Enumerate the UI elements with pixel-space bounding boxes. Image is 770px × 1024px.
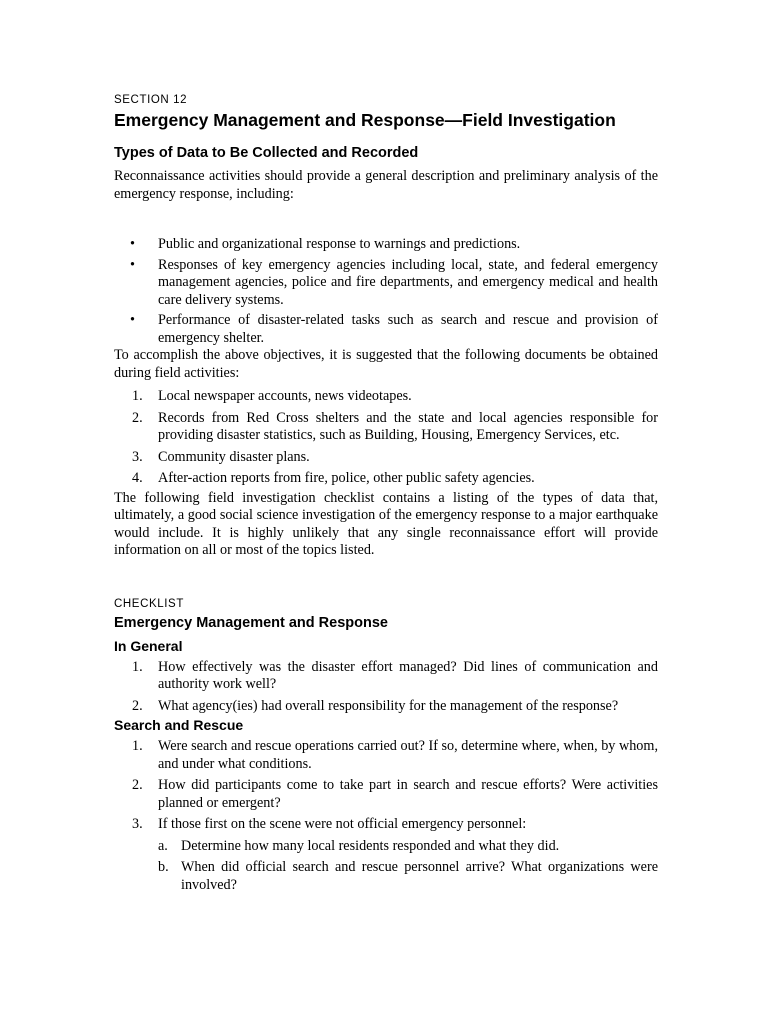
bullet-icon: • (130, 256, 135, 273)
list-item: 1. Local newspaper accounts, news videotapes. (132, 388, 412, 404)
documents-list (114, 388, 658, 488)
checklist-intro-paragraph: The following field investigation checklist contains a listing of the types of data that, ultimately, a good social science investigation of the emergency response to a major earthquake would include. It is highly unlikely that any single reconnaissance effort will provide information on all or most of the topics listed. (114, 489, 658, 558)
section-label: SECTION 12 (114, 94, 188, 106)
objectives-paragraph: To accomplish the above objectives, it is suggested that the following documents be obtained during field activities: (114, 347, 658, 381)
intro-paragraph: Reconnaissance activities should provide a general description and preliminary analysis of the emergency response, including: (114, 168, 658, 202)
subheading: Types of Data to Be Collected and Recorded (114, 145, 419, 161)
list-item: 1. How effectively was the disaster effort managed? Did lines of communication and authority work well? (132, 658, 658, 692)
checklist-label: CHECKLIST (114, 597, 184, 610)
list-item: 1. Were search and rescue operations carried out? If so, determine where, when, by whom, and under what conditions. (132, 738, 658, 772)
in-general-list (114, 659, 658, 716)
bullet-icon: • (130, 312, 135, 328)
document-page (114, 94, 658, 898)
search-rescue-heading: Search and Rescue (114, 717, 244, 733)
list-item: 4. After-action reports from fire, police, other public safety agencies. (132, 470, 535, 486)
search-rescue-list (114, 738, 658, 894)
checklist-title: Emergency Management and Response (114, 614, 388, 631)
list-item: • Responses of key emergency agencies including local, state, and federal emergency management agencies, police and fire departments, and emergency medical and health care delivery systems. (130, 256, 658, 308)
bullet-icon: • (130, 236, 135, 252)
list-item: 2. Records from Red Cross shelters and the state and local agencies responsible for providing disaster statistics, such as Building, Housing, Emergency Services, etc. (132, 409, 658, 443)
list-item: a. Determine how many local residents responded and what they did. (158, 837, 560, 854)
in-general-heading: In General (114, 637, 183, 654)
list-item: 3. Community disaster plans. (132, 448, 310, 465)
search-rescue-sublist (158, 838, 658, 895)
page-title: Emergency Management and Response—Field Investigation (114, 110, 616, 130)
list-item: • Public and organizational response to warnings and predictions. (130, 236, 521, 252)
bullet-list (114, 236, 658, 347)
list-item: 3. If those first on the scene were not official emergency personnel: a. Determine how many local residents responded and what they did. b. When did official search and rescue personnel arrive? What organizations were involved? (132, 816, 658, 893)
list-item: 2. How did participants come to take part in search and rescue efforts? Were activities planned or emergent? (132, 777, 658, 811)
list-item: • Performance of disaster-related tasks such as search and rescue and provision of emergency shelter. (130, 312, 658, 346)
list-item: 2. What agency(ies) had overall responsibility for the management of the response? (132, 697, 619, 714)
list-item: b. When did official search and rescue personnel arrive? What organizations were involved? (158, 859, 658, 893)
